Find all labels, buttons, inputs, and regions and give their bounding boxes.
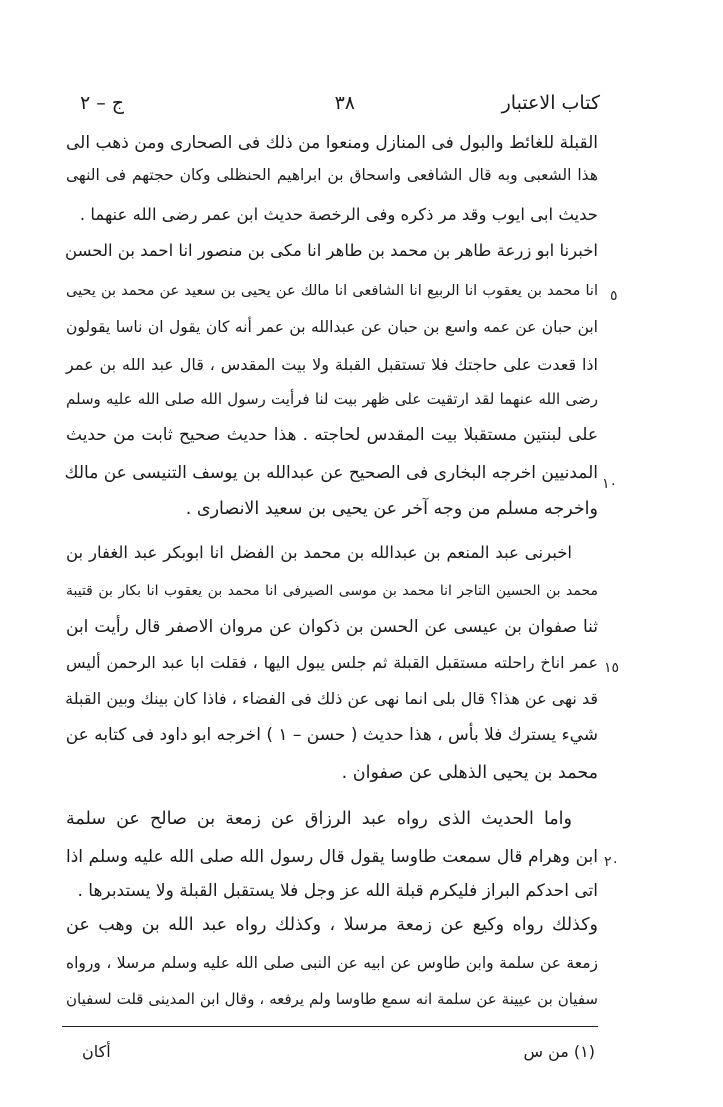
- footnote-rule: [62, 1026, 598, 1027]
- text-line: حديث ابى ايوب وقد مر ذكره وفى الرخصة حديث ابن عمر رضى الله عنهما .: [79, 205, 598, 224]
- text-line: على لبنتين مستقبلا بيت المقدس لحاجته . هذا حديث صحيح ثابت من حديث: [66, 425, 598, 445]
- text-line: واخرجه مسلم من وجه آخر عن يحيى بن سعيد الانصارى .: [185, 499, 598, 519]
- text-line: محمد بن الحسين التاجر انا محمد بن موسى الصيرفى انا محمد بن يعقوب انا بكار بن قتيبة: [66, 583, 598, 599]
- text-line: واما الحديث الذى رواه عبد الرزاق عن زمعة بن صالح عن سلمة: [66, 809, 572, 829]
- text-line: هذا الشعبى وبه قال الشافعى واسحاق بن ابراهيم الحنظلى وكان حجتهم فى النهى: [66, 166, 598, 184]
- text-line: وكذلك رواه وكيع عن زمعة مرسلا ، وكذلك رواه عبد الله بن وهب عن: [66, 915, 598, 935]
- text-line: انا محمد بن يعقوب انا الربيع انا الشافعى انا مالك عن يحيى بن سعيد عن محمد بن يحيى: [66, 283, 598, 299]
- margin-line-number: ٢٠: [604, 854, 620, 870]
- text-line: ابن حبان عن عمه واسع بن حبان عن عبدالله بن عمر أنه كان يقول ان ناسا يقولون: [66, 318, 598, 336]
- text-line: ابن وهرام قال سمعت طاوسا يقول قال رسول الله صلى الله عليه وسلم اذا: [66, 847, 598, 867]
- text-line: زمعة عن سلمة وابن طاوس عن ابيه عن النبى صلى الله عليه وسلم مرسلا ، ورواه: [66, 954, 598, 972]
- text-line: اذا قعدت على حاجتك فلا تستقبل القبلة ولا بيت المقدس ، قال عبد الله بن عمر: [66, 355, 598, 374]
- text-line: المدنيين اخرجه البخارى فى الصحيح عن عبدالله بن يوسف التنيسى عن مالك: [64, 463, 598, 483]
- margin-line-number: ٥: [610, 288, 618, 304]
- text-line: عمر اناخ راحلته مستقبل القبلة ثم جلس يبول اليها ، فقلت ابا عبد الرحمن أليس: [66, 653, 598, 672]
- text-line: سفيان بن عيينة عن سلمة انه سمع طاوسا ولم يرفعه ، وقال ابن المدينى قلت لسفيان: [66, 990, 598, 1008]
- header-volume: ج – ٢: [80, 92, 125, 114]
- margin-line-number: ١٥: [604, 660, 620, 676]
- header-page-number: ٣٨: [334, 92, 355, 114]
- footnote: (١) من س: [523, 1042, 595, 1061]
- text-line: شيء يسترك فلا بأس ، هذا حديث ( حسن – ١ ) اخرجه ابو داود فى كتابه عن: [65, 725, 598, 745]
- text-line: رضى الله عنهما لقد ارتقيت على ظهر بيت لنا فرأيت رسول الله صلى الله عليه وسلم: [66, 390, 598, 408]
- catchword: أكان: [82, 1042, 111, 1061]
- text-line: ثنا صفوان بن عيسى عن الحسن بن ذكوان عن مروان الاصفر قال رأيت ابن: [66, 617, 598, 637]
- header-book-title: كتاب الاعتبار: [501, 92, 600, 114]
- text-line: قد نهى عن هذا؟ قال بلى انما نهى عن ذلك فى الفضاء ، فاذا كان بينك وبين القبلة: [65, 689, 598, 708]
- running-header: [80, 92, 600, 122]
- text-line: محمد بن يحيى الذهلى عن صفوان .: [341, 763, 598, 783]
- text-line: اتى احدكم البراز فليكرم قبلة الله عز وجل فلا يستقبل القبلة ولا يستدبرها .: [77, 881, 598, 901]
- text-line: اخبرنا ابو زرعة طاهر بن محمد بن طاهر انا مكى بن منصور انا احمد بن الحسن: [65, 241, 598, 260]
- text-line: القبلة للغائط والبول فى المنازل ومنعوا من ذلك فى الصحارى ومن ذهب الى: [66, 133, 598, 153]
- text-line: اخبرنى عبد المنعم بن عبدالله بن محمد بن الفضل انا ابوبكر عبد الغفار بن: [66, 543, 572, 562]
- margin-line-number: ١٠: [602, 476, 618, 492]
